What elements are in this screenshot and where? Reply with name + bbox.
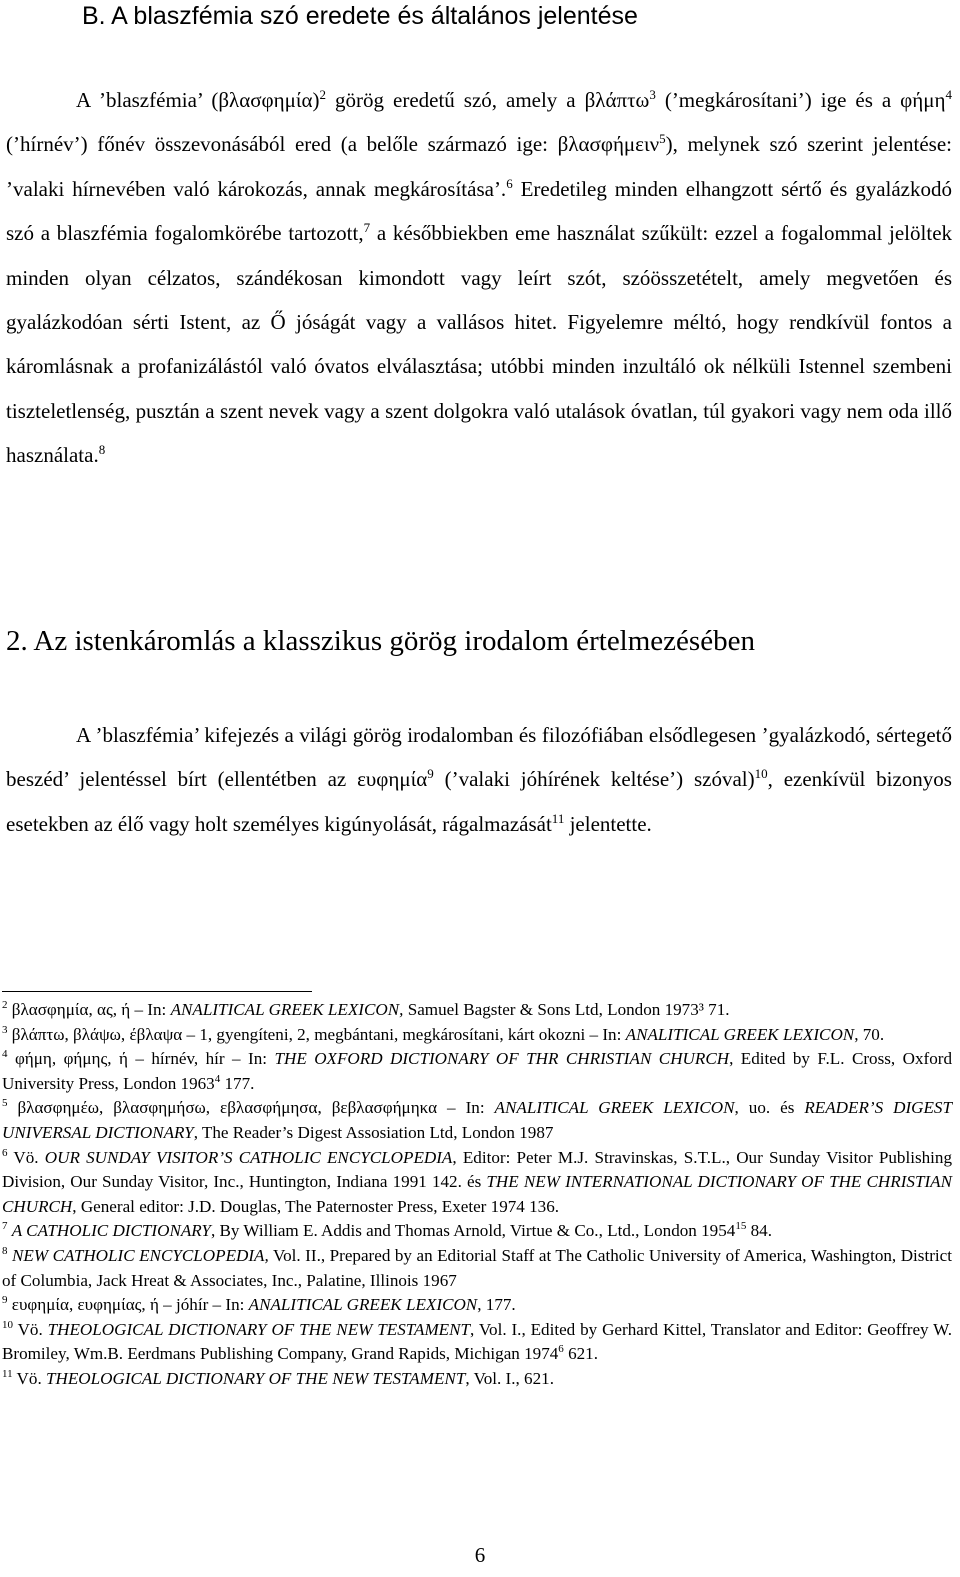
footnote-title: OUR SUNDAY VISITOR’S CATHOLIC ENCYCLOPEDIA (44, 1147, 453, 1167)
text-run: Eredetileg minden elhangzott sértő és gyalázkodó szó a blaszfémia fogalomkörébe tartozott, (6, 176, 952, 246)
footnote-title: NEW CATHOLIC ENCYCLOPEDIA, (12, 1245, 269, 1265)
footnote-title: THEOLOGICAL DICTIONARY OF THE NEW TESTAMENT (47, 1319, 471, 1339)
text-run: ), melynek szó szerint jelentése: ’valaki hírnevében való károkozás, annak megkárosítása’. (6, 132, 952, 201)
paragraph-classical-usage (6, 713, 952, 846)
section-heading-2: 2. Az istenkáromlás a klasszikus görög irodalom értelmezésében (6, 625, 755, 657)
footnote-text: , General editor: J.D. Douglas, The Paternoster Press, Exeter 1974 136. (72, 1196, 560, 1216)
text-run: jelentette. (564, 811, 652, 836)
footnote-ref-10[interactable]: 10 (754, 766, 768, 782)
text-run: A ’blaszfémia’ (βλασφημία) (76, 88, 320, 112)
footnote-text: Samuel Bagster & Sons Ltd, London 1973³ 71. (403, 1000, 730, 1019)
footnote-text: , The Reader’s Digest Assosiation Ltd, London 1987 (193, 1122, 554, 1142)
footnote-text: φήμη, φήμης, ή – hírnév, hír – In: (7, 1049, 275, 1069)
footnote-text: 84. (746, 1221, 772, 1241)
footnote-8 (2, 1244, 952, 1293)
footnote-text: Vol. II., Prepared by an Editorial Staff at The Catholic University of America, Washington, District of Columbia, Jack Hreat & Associates, Inc., Palatine, Illinois 1967 (2, 1245, 952, 1290)
footnote-title: THE NEW INTERNATIONAL DICTIONARY OF THE CHRISTIAN CHURCH (2, 1172, 952, 1216)
footnote-ref-9[interactable]: 9 (427, 766, 434, 782)
footnote-text: , 70. (854, 1024, 885, 1044)
text-run: , ezenkívül bizonyos esetekben az élő vagy holt személyes kigúnyolását, rágalmazását (6, 767, 952, 836)
paragraph-etymology (6, 78, 952, 478)
footnote-title: THE OXFORD DICTIONARY OF THR CHRISTIAN CHURCH (274, 1049, 730, 1069)
footnote-ref-2[interactable]: 2 (319, 87, 327, 102)
footnote-9 (2, 1293, 952, 1318)
footnote-2 (2, 998, 952, 1023)
footnote-6 (2, 1146, 952, 1220)
footnote-ref-3[interactable]: 3 (649, 87, 656, 102)
footnote-text: , By William E. Addis and Thomas Arnold, Virtue & Co., Ltd., London 1954 (210, 1221, 736, 1241)
text-run: (’valaki jóhírének keltése’) szóval) (433, 767, 755, 792)
page-number: 6 (474, 1543, 486, 1567)
footnote-text: Vö. (13, 1319, 48, 1339)
footnote-title: THEOLOGICAL DICTIONARY OF THE NEW TESTAMENT (46, 1368, 466, 1388)
footnote-text: Vö. (7, 1147, 45, 1167)
footnote-text: βλασφημέω, βλασφημήσω, εβλασφήμησα, βεβλασφήμηκα – In: (7, 1098, 495, 1118)
footnote-text: , Vol. I., 621. (465, 1368, 554, 1388)
footnote-number: 3 (2, 1023, 8, 1036)
footnote-11 (2, 1367, 952, 1392)
footnote-text: 621. (563, 1344, 598, 1364)
footnote-text: βλάπτω, βλάψω, έβλαψα – 1, gyengíteni, 2, megbántani, megkárosítani, kárt okozni – In: (7, 1024, 626, 1044)
footnote-ref-7[interactable]: 7 (363, 220, 371, 236)
footnote-title: ANALITICAL GREEK LEXICON, (170, 1000, 404, 1019)
footnote-text: Vö. (12, 1368, 46, 1388)
footnote-number: 10 (2, 1318, 13, 1331)
footnote-ref-8[interactable]: 8 (98, 442, 106, 458)
edition-number: 15 (735, 1220, 747, 1233)
text-run: (’megkárosítani’) ige és a φήμη (655, 88, 946, 112)
footnote-text: , Editor: Peter M.J. Stravinskas, S.T.L., Our Sunday Visitor Publishing Division, Our Sunday Visitor, Inc., Huntington, Indiana 1991 142. és (2, 1147, 952, 1192)
footnote-ref-11[interactable]: 11 (551, 810, 565, 826)
footnote-10 (2, 1318, 952, 1367)
footnotes (2, 998, 952, 1392)
text-run: (’hírnév’) főnév összevonásából ered (a belőle származó ige: βλασφήμειν (6, 132, 660, 157)
text-run: görög eredetű szó, amely a βλάπτω (326, 88, 650, 112)
footnote-title: ANALITICAL GREEK LEXICON (494, 1098, 735, 1118)
footnote-number: 4 (2, 1048, 8, 1061)
footnote-number: 5 (2, 1097, 8, 1110)
edition-number: 4 (214, 1072, 221, 1085)
footnote-text: 177. (220, 1073, 255, 1093)
footnote-text: , uo. és (734, 1098, 805, 1118)
text-run: a későbbiekben eme használat szűkült: ezzel a fogalommal jelöltek minden olyan célzatos, szándékosan kimondott vagy leírt szót, szóösszetételt, amely megvetően és gyalázkodóan sérti Istent, az Ő jóságát vagy a vallásos hitet. Figyelemre méltó, hogy rendkívül fontos a káromlásnak a profanizálástól való óvatos elválasztása; utóbbi minden inzultáló ok nélküli Istennel szembeni tiszteletlenség, pusztán a szent nevek vagy a szent dolgokra való utalások óvatlan, túl gyakori vagy nem oda illő használata. (6, 221, 953, 468)
footnote-5 (2, 1096, 952, 1145)
edition-number: 6 (558, 1343, 564, 1356)
footnote-text: βλασφημία, ας, ή – In: (7, 1000, 171, 1019)
footnote-text: , Edited by F.L. Cross, Oxford University Press, London 1963 (2, 1049, 952, 1093)
footnote-title: A CATHOLIC DICTIONARY (11, 1221, 211, 1241)
footnote-ref-4[interactable]: 4 (945, 87, 953, 102)
footnote-text: , 177. (477, 1295, 516, 1315)
footnote-number: 7 (2, 1220, 8, 1233)
footnote-text: , Vol. I., Edited by Gerhard Kittel, Translator and Editor: Geoffrey W. Bromiley, Wm.B. Eerdmans Publishing Company, Grand Rapids, Michigan 1974 (2, 1319, 953, 1364)
footnote-ref-5[interactable]: 5 (659, 131, 666, 147)
footnote-number: 6 (2, 1146, 8, 1159)
section-heading-b: B. A blaszfémia szó eredete és általános jelentése (82, 2, 638, 30)
footnote-4 (2, 1047, 952, 1096)
text-run: A ’blaszfémia’ kifejezés a világi görög irodalomban és filozófiában elsődlegesen ’gyalázkodó, sértegető beszéd’ jelentéssel bírt (ellentétben az ευφημία (6, 723, 952, 792)
footnote-title: READER’S DIGEST UNIVERSAL DICTIONARY (2, 1098, 952, 1142)
footnote-title: ANALITICAL GREEK LEXICON (625, 1024, 855, 1044)
footnote-text: ευφημία, ευφημίας, ή – jóhír – In: (7, 1295, 249, 1315)
footnote-number: 8 (2, 1244, 8, 1257)
footnote-number: 2 (2, 999, 8, 1011)
footnote-ref-6[interactable]: 6 (506, 175, 513, 191)
footnote-7 (2, 1219, 952, 1244)
footnote-separator (2, 991, 312, 992)
footnote-3 (2, 1023, 952, 1048)
footnote-number: 9 (2, 1294, 8, 1307)
footnote-title: ANALITICAL GREEK LEXICON (248, 1295, 478, 1315)
footnote-number: 11 (2, 1367, 13, 1380)
